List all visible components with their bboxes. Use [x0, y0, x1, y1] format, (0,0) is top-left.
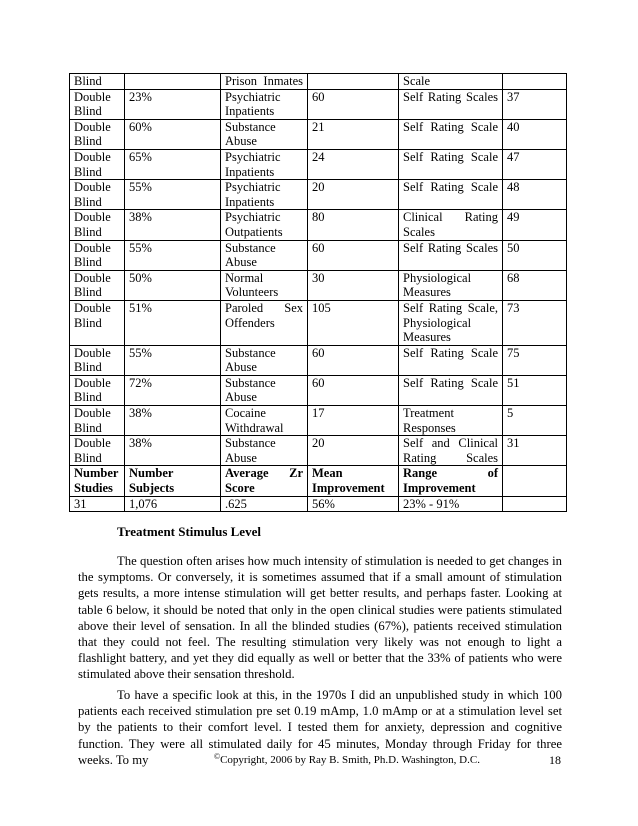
- table-cell: Double Blind: [70, 240, 125, 270]
- table-cell: 31: [70, 496, 125, 512]
- table-cell: Double Blind: [70, 119, 125, 149]
- table-cell: 105: [308, 300, 399, 345]
- table-cell: [308, 74, 399, 90]
- table-cell: 60: [308, 375, 399, 405]
- table-cell: 48: [503, 180, 567, 210]
- table-row: [70, 210, 567, 240]
- table-cell: 21: [308, 119, 399, 149]
- table-cell: 23%: [125, 89, 221, 119]
- table-cell: [125, 74, 221, 90]
- table-cell: 30: [308, 270, 399, 300]
- table-cell: Substance Abuse: [221, 345, 308, 375]
- table-cell: 38%: [125, 406, 221, 436]
- table-cell: Psychiatric Inpatients: [221, 180, 308, 210]
- table-cell: 38%: [125, 210, 221, 240]
- table-cell: Self Rating Scale: [399, 345, 503, 375]
- page-footer: [0, 752, 638, 768]
- table-cell: 38%: [125, 436, 221, 466]
- copyright-text: Copyright, 2006 by Ray B. Smith, Ph.D. Washington, D.C.: [220, 754, 480, 766]
- table-cell: Number Subjects: [125, 466, 221, 496]
- table-row: [70, 74, 567, 90]
- table-cell: Self Rating Scale: [399, 149, 503, 179]
- table-cell: Self Rating Scale: [399, 119, 503, 149]
- table-cell: Mean Improvement: [308, 466, 399, 496]
- table-cell: 17: [308, 406, 399, 436]
- table-cell: 68: [503, 270, 567, 300]
- table-cell: 51%: [125, 300, 221, 345]
- table-cell: 20: [308, 436, 399, 466]
- table-cell: 72%: [125, 375, 221, 405]
- table-cell: 23% - 91%: [399, 496, 503, 512]
- table-cell: Self Rating Scales: [399, 89, 503, 119]
- table-cell: 55%: [125, 240, 221, 270]
- table-row: [70, 300, 567, 345]
- table-row: [70, 240, 567, 270]
- table-cell: [503, 496, 567, 512]
- table-cell: 55%: [125, 345, 221, 375]
- table-cell: Paroled Sex Offenders: [221, 300, 308, 345]
- table-cell: Psychiatric Inpatients: [221, 89, 308, 119]
- table-cell: 50: [503, 240, 567, 270]
- table-cell: 5: [503, 406, 567, 436]
- table-cell: 51: [503, 375, 567, 405]
- table-cell: 37: [503, 89, 567, 119]
- table-cell: Normal Volunteers: [221, 270, 308, 300]
- table-cell: 60: [308, 345, 399, 375]
- table-cell: Self and Clinical Rating Scales: [399, 436, 503, 466]
- table-cell: Self Rating Scale, Physiological Measures: [399, 300, 503, 345]
- table-cell: Cocaine Withdrawal: [221, 406, 308, 436]
- table-cell: Double Blind: [70, 300, 125, 345]
- table-cell: Double Blind: [70, 270, 125, 300]
- table-cell: Average Zr Score: [221, 466, 308, 496]
- copyright-symbol: ©: [214, 752, 221, 761]
- table-cell: 40: [503, 119, 567, 149]
- table-cell: Substance Abuse: [221, 375, 308, 405]
- table-cell: Double Blind: [70, 210, 125, 240]
- table-row: [70, 436, 567, 466]
- copyright-notice: [214, 752, 480, 768]
- summary-header-row: [70, 466, 567, 496]
- table-cell: .625: [221, 496, 308, 512]
- table-cell: Psychiatric Inpatients: [221, 149, 308, 179]
- table-row: [70, 406, 567, 436]
- table-cell: 60: [308, 240, 399, 270]
- table-cell: Self Rating Scales: [399, 240, 503, 270]
- table-cell: Substance Abuse: [221, 240, 308, 270]
- table-cell: Double Blind: [70, 89, 125, 119]
- table-row: [70, 270, 567, 300]
- table-cell: Double Blind: [70, 406, 125, 436]
- table-cell: 73: [503, 300, 567, 345]
- table-cell: Double Blind: [70, 180, 125, 210]
- table-row: [70, 375, 567, 405]
- table-cell: Self Rating Scale: [399, 375, 503, 405]
- table-cell: [503, 466, 567, 496]
- summary-values-row: [70, 496, 567, 512]
- table-cell: Physiological Measures: [399, 270, 503, 300]
- table-cell: Treatment Responses: [399, 406, 503, 436]
- table-cell: Prison Inmates: [221, 74, 308, 90]
- table-cell: Clinical Rating Scales: [399, 210, 503, 240]
- table-cell: 60%: [125, 119, 221, 149]
- table-cell: 49: [503, 210, 567, 240]
- table-cell: 60: [308, 89, 399, 119]
- table-cell: Blind: [70, 74, 125, 90]
- table-cell: Double Blind: [70, 149, 125, 179]
- table-cell: 1,076: [125, 496, 221, 512]
- results-table-body: [70, 74, 567, 512]
- paragraph: The question often arises how much intensity of stimulation is needed to get changes in the symptoms. Or conversely, it is sometimes assumed that if a small amount of stimulation gets results, a more intense stimulation will get better results, and perhaps faster. Looking at table 6 below, it should be noted that only in the open clinical studies were patients stimulated above their level of sensation. In all the blinded studies (67%), patients received stimulation that they could not feel. The resulting stimulation very likely was not enough to light a flashlight battery, and yet they did equally as well or better that the 33% of patients who were stimulated above their sensation threshold.: [78, 554, 562, 682]
- table-row: [70, 180, 567, 210]
- table-cell: Substance Abuse: [221, 436, 308, 466]
- table-cell: 50%: [125, 270, 221, 300]
- table-cell: 24: [308, 149, 399, 179]
- table-cell: Range of Improvement: [399, 466, 503, 496]
- results-table: [69, 73, 567, 512]
- table-cell: 20: [308, 180, 399, 210]
- table-row: [70, 119, 567, 149]
- table-cell: Double Blind: [70, 375, 125, 405]
- table-cell: Scale: [399, 74, 503, 90]
- table-cell: 80: [308, 210, 399, 240]
- section-heading: Treatment Stimulus Level: [117, 524, 261, 539]
- table-cell: 56%: [308, 496, 399, 512]
- table-row: [70, 149, 567, 179]
- table-cell: Self Rating Scale: [399, 180, 503, 210]
- table-cell: Double Blind: [70, 436, 125, 466]
- table-cell: Number Studies: [70, 466, 125, 496]
- page-number: 18: [549, 753, 561, 767]
- table-row: [70, 89, 567, 119]
- table-cell: 75: [503, 345, 567, 375]
- table-cell: [503, 74, 567, 90]
- table-cell: Double Blind: [70, 345, 125, 375]
- paragraph: To have a specific look at this, in the 1970s I did an unpublished study in which 100 patients each received stimulation pre set 0.19 mAmp, 1.0 mAmp or at a stimulation level set by the patients to their comfort level. I tested them for anxiety, depression and cognitive function. They were all stimulated daily for 45 minutes, Monday through Friday for three weeks. To my: [78, 688, 562, 767]
- table-cell: Psychiatric Outpatients: [221, 210, 308, 240]
- table-cell: Substance Abuse: [221, 119, 308, 149]
- table-cell: 31: [503, 436, 567, 466]
- table-cell: 47: [503, 149, 567, 179]
- table-cell: 55%: [125, 180, 221, 210]
- table-cell: 65%: [125, 149, 221, 179]
- table-row: [70, 345, 567, 375]
